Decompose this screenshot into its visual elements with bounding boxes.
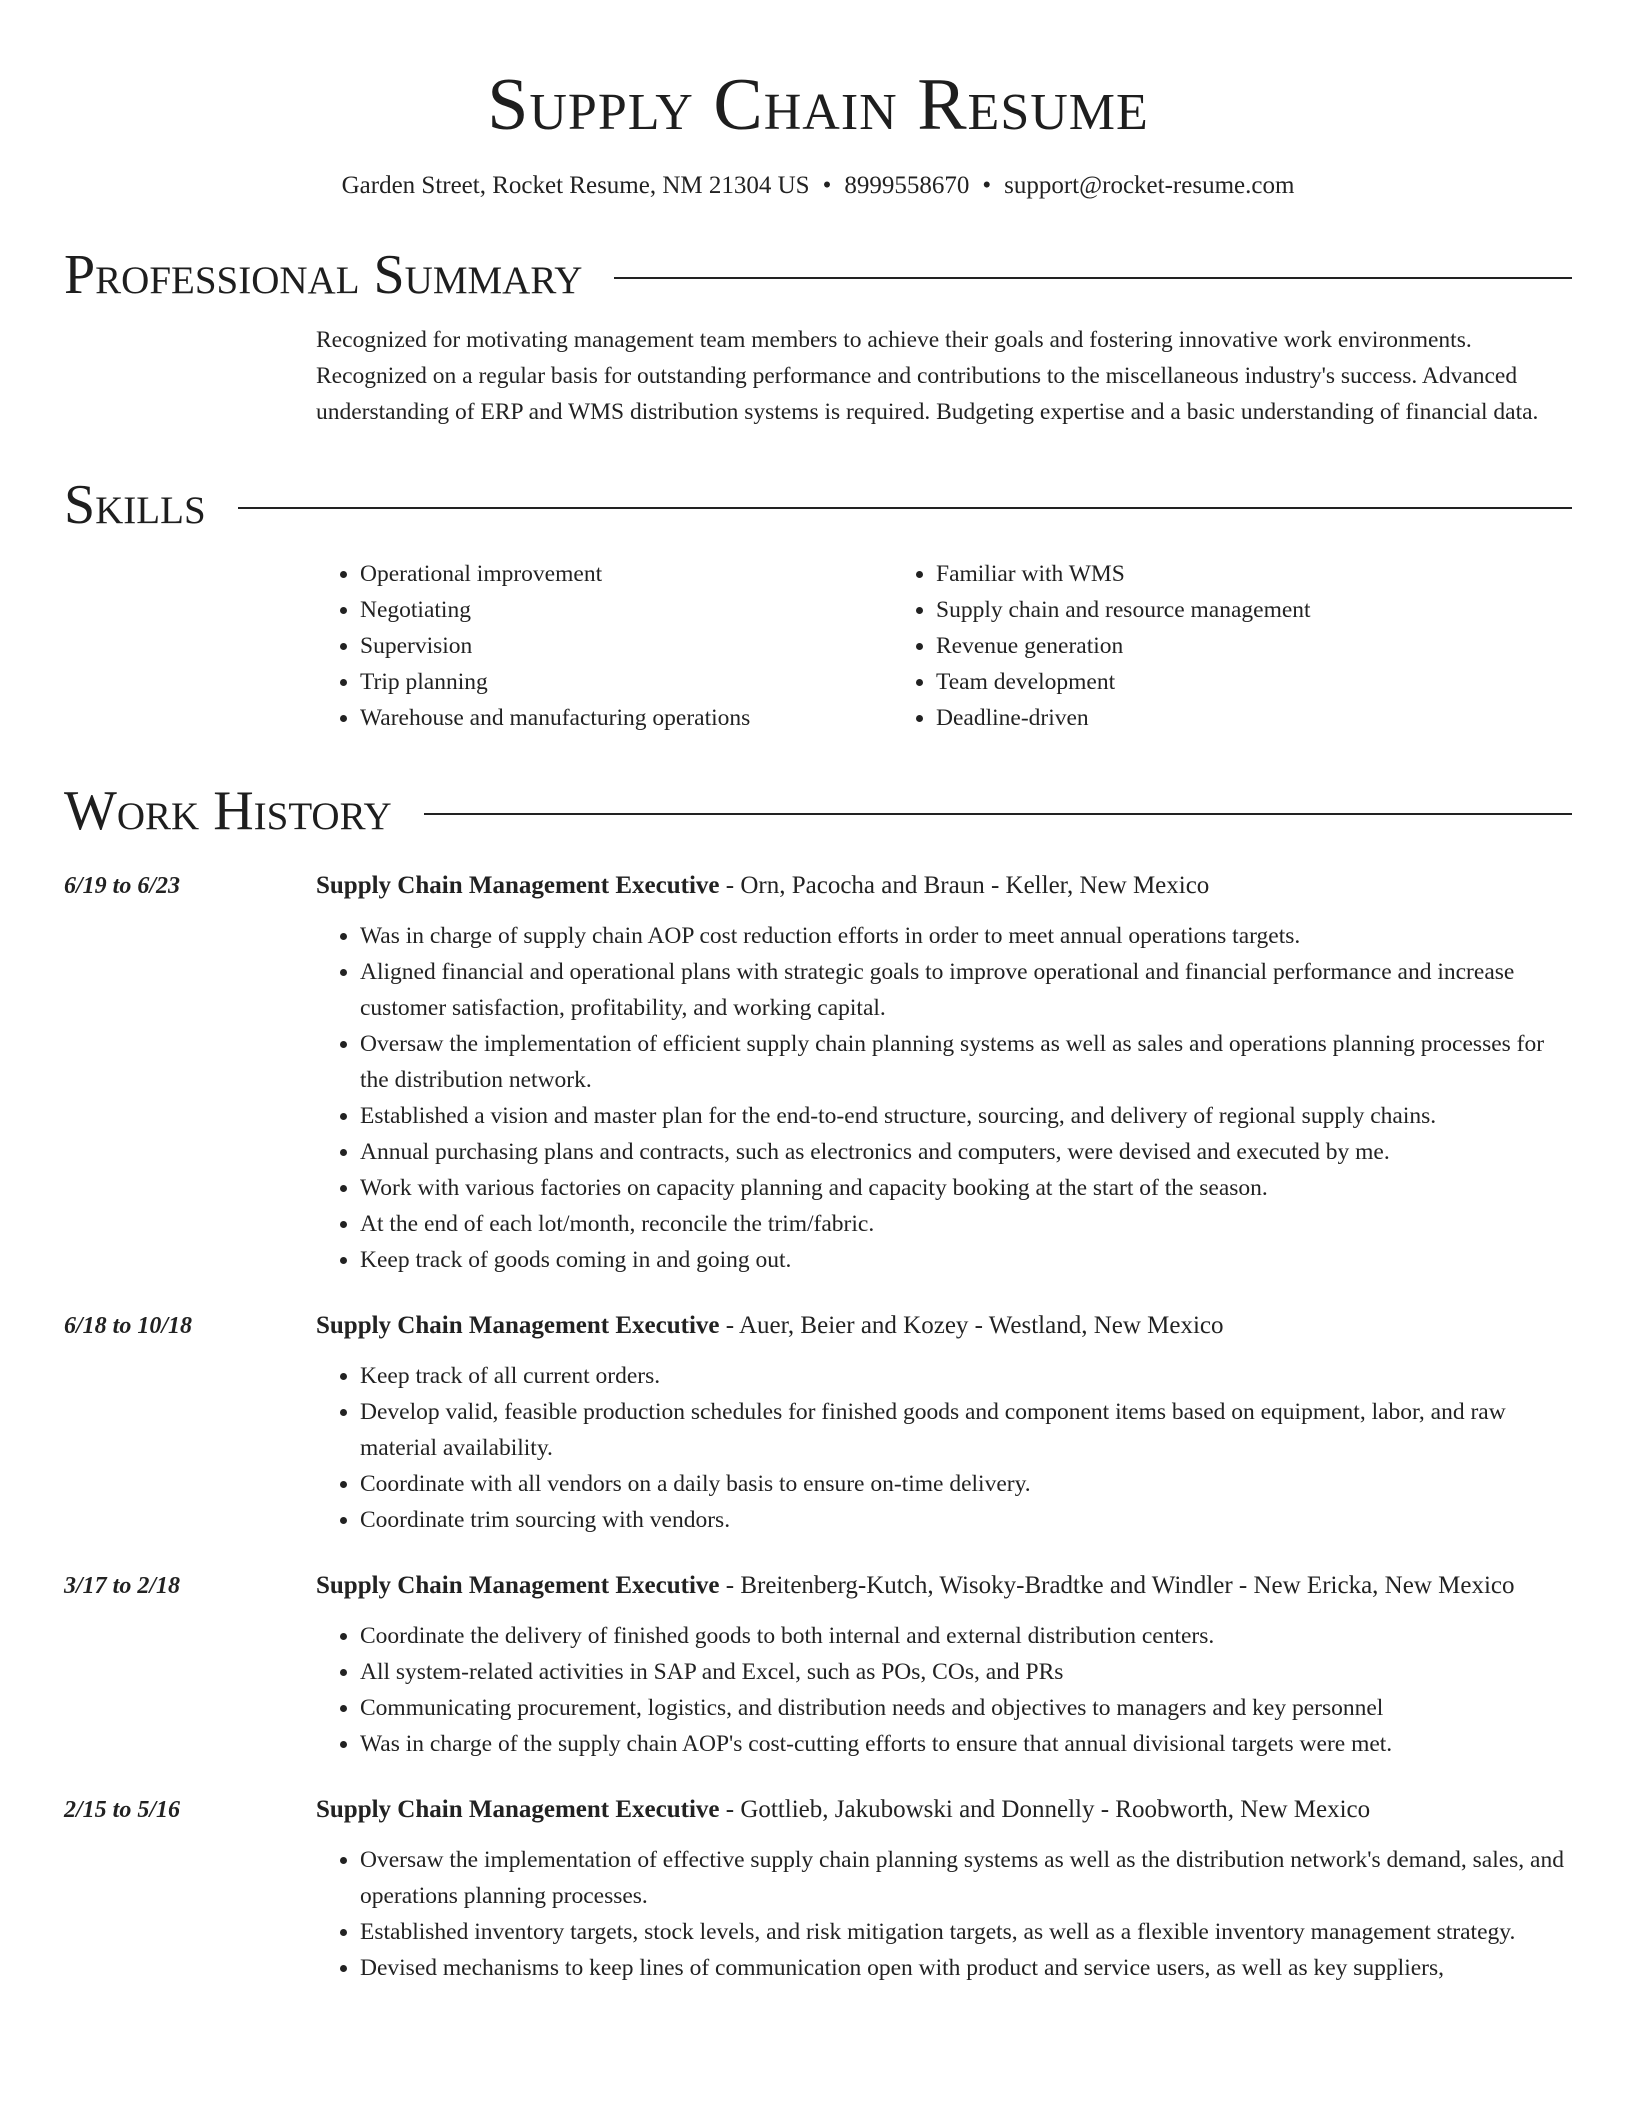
job-entry — [64, 866, 1572, 1278]
job-bullet: • Established a vision and master plan for the end-to-end structure, sourcing, and delivery of regional supply chains. — [360, 1098, 1572, 1134]
summary-section-header — [64, 244, 1572, 306]
job-bullet: • Keep track of goods coming in and going out. — [360, 1242, 1572, 1278]
contact-address: Garden Street, Rocket Resume, NM 21304 US — [341, 172, 810, 199]
work-heading: Work History — [64, 780, 392, 842]
skill-item: • Familiar with WMS — [936, 556, 1468, 592]
job-bullet: • Communicating procurement, logistics, and distribution needs and objectives to managers and key personnel — [360, 1690, 1572, 1726]
job-heading — [316, 866, 1572, 906]
skill-item: • Supply chain and resource management — [936, 592, 1468, 628]
job-bullet: • Annual purchasing plans and contracts, such as electronics and computers, were devised and executed by me. — [360, 1134, 1572, 1170]
job-bullets — [316, 1842, 1572, 1986]
section-divider — [614, 277, 1572, 279]
skills-heading: Skills — [64, 474, 206, 536]
contact-separator: • — [822, 172, 832, 199]
summary-heading: Professional Summary — [64, 244, 583, 306]
job-entry — [64, 1306, 1572, 1538]
job-dates: 3/17 to 2/18 — [64, 1573, 181, 1599]
job-body — [316, 1790, 1572, 1986]
job-body — [316, 866, 1572, 1278]
job-bullet: • Develop valid, feasible production schedules for finished goods and component items based on equipment, labor, and raw material availability. — [360, 1394, 1572, 1466]
job-bullet: • At the end of each lot/month, reconcile the trim/fabric. — [360, 1206, 1572, 1242]
job-bullet: • Coordinate the delivery of finished goods to both internal and external distribution centers. — [360, 1618, 1572, 1654]
job-dates: 6/18 to 10/18 — [64, 1313, 193, 1339]
job-body — [316, 1566, 1572, 1762]
skill-item: • Negotiating — [360, 592, 892, 628]
contact-phone: 8999558670 — [844, 172, 970, 199]
section-divider — [238, 507, 1572, 509]
job-heading — [316, 1566, 1572, 1606]
job-company: - Auer, Beier and Kozey - Westland, New Mexico — [719, 1312, 1224, 1339]
job-bullet: • Devised mechanisms to keep lines of communication open with product and service users, as well as key suppliers, — [360, 1950, 1572, 1986]
skill-item: • Revenue generation — [936, 628, 1468, 664]
contact-line — [64, 172, 1572, 200]
job-company: - Breitenberg-Kutch, Wisoky-Bradtke and Windler - New Ericka, New Mexico — [719, 1572, 1515, 1599]
section-divider — [424, 813, 1572, 815]
job-bullet: • Aligned financial and operational plans with strategic goals to improve operational and financial performance and increase customer satisfaction, profitability, and working capital. — [360, 954, 1572, 1026]
resume-name: Supply Chain Resume — [487, 64, 1149, 146]
job-title: Supply Chain Management Executive — [316, 872, 720, 899]
skill-item: • Deadline-driven — [936, 700, 1468, 736]
job-heading — [316, 1790, 1572, 1830]
job-title: Supply Chain Management Executive — [316, 1312, 720, 1339]
work-section-header — [64, 780, 1572, 842]
skill-item: • Team development — [936, 664, 1468, 700]
summary-text: Recognized for motivating management team members to achieve their goals and fostering innovative work environments. Recognized on a regular basis for outstanding performance and contributions to the miscellaneous industry's success. Advanced understanding of ERP and WMS distribution systems is required. Budgeting expertise and a basic understanding of financial data. — [316, 327, 1539, 425]
contact-separator: • — [982, 172, 992, 199]
contact-email: support@rocket-resume.com — [1004, 172, 1295, 199]
job-bullet: • Was in charge of the supply chain AOP's cost-cutting efforts to ensure that annual divisional targets were met. — [360, 1726, 1572, 1762]
job-heading — [316, 1306, 1572, 1346]
job-title: Supply Chain Management Executive — [316, 1572, 720, 1599]
skill-item: • Trip planning — [360, 664, 892, 700]
job-dates: 2/15 to 5/16 — [64, 1797, 181, 1823]
job-bullet: • Oversaw the implementation of effective supply chain planning systems as well as the distribution network's demand, sales, and operations planning processes. — [360, 1842, 1572, 1914]
job-bullets — [316, 1358, 1572, 1538]
skills-column-right — [892, 556, 1468, 736]
job-entry — [64, 1790, 1572, 1986]
job-title: Supply Chain Management Executive — [316, 1796, 720, 1823]
job-bullet: • Work with various factories on capacity planning and capacity booking at the start of the season. — [360, 1170, 1572, 1206]
job-company: - Orn, Pacocha and Braun - Keller, New Mexico — [719, 872, 1210, 899]
job-body — [316, 1306, 1572, 1538]
job-company: - Gottlieb, Jakubowski and Donnelly - Roobworth, New Mexico — [719, 1796, 1371, 1823]
skill-item: • Operational improvement — [360, 556, 892, 592]
skill-item: • Warehouse and manufacturing operations — [360, 700, 892, 736]
job-bullet: • Coordinate trim sourcing with vendors. — [360, 1502, 1572, 1538]
skills-list — [316, 556, 1572, 736]
job-dates: 6/19 to 6/23 — [64, 873, 181, 899]
job-bullet: • Coordinate with all vendors on a daily basis to ensure on-time delivery. — [360, 1466, 1572, 1502]
job-entry — [64, 1566, 1572, 1762]
job-bullet: • Keep track of all current orders. — [360, 1358, 1572, 1394]
skill-item: • Supervision — [360, 628, 892, 664]
job-bullets — [316, 918, 1572, 1278]
skills-column-left — [316, 556, 892, 736]
skills-section-header — [64, 474, 1572, 536]
job-bullet: • Was in charge of supply chain AOP cost reduction efforts in order to meet annual operations targets. — [360, 918, 1572, 954]
job-bullet: • Oversaw the implementation of efficient supply chain planning systems as well as sales and operations planning processes for the distribution network. — [360, 1026, 1572, 1098]
job-bullet: • Established inventory targets, stock levels, and risk mitigation targets, as well as a flexible inventory management strategy. — [360, 1914, 1572, 1950]
job-bullets — [316, 1618, 1572, 1762]
job-bullet: • All system-related activities in SAP and Excel, such as POs, COs, and PRs — [360, 1654, 1572, 1690]
